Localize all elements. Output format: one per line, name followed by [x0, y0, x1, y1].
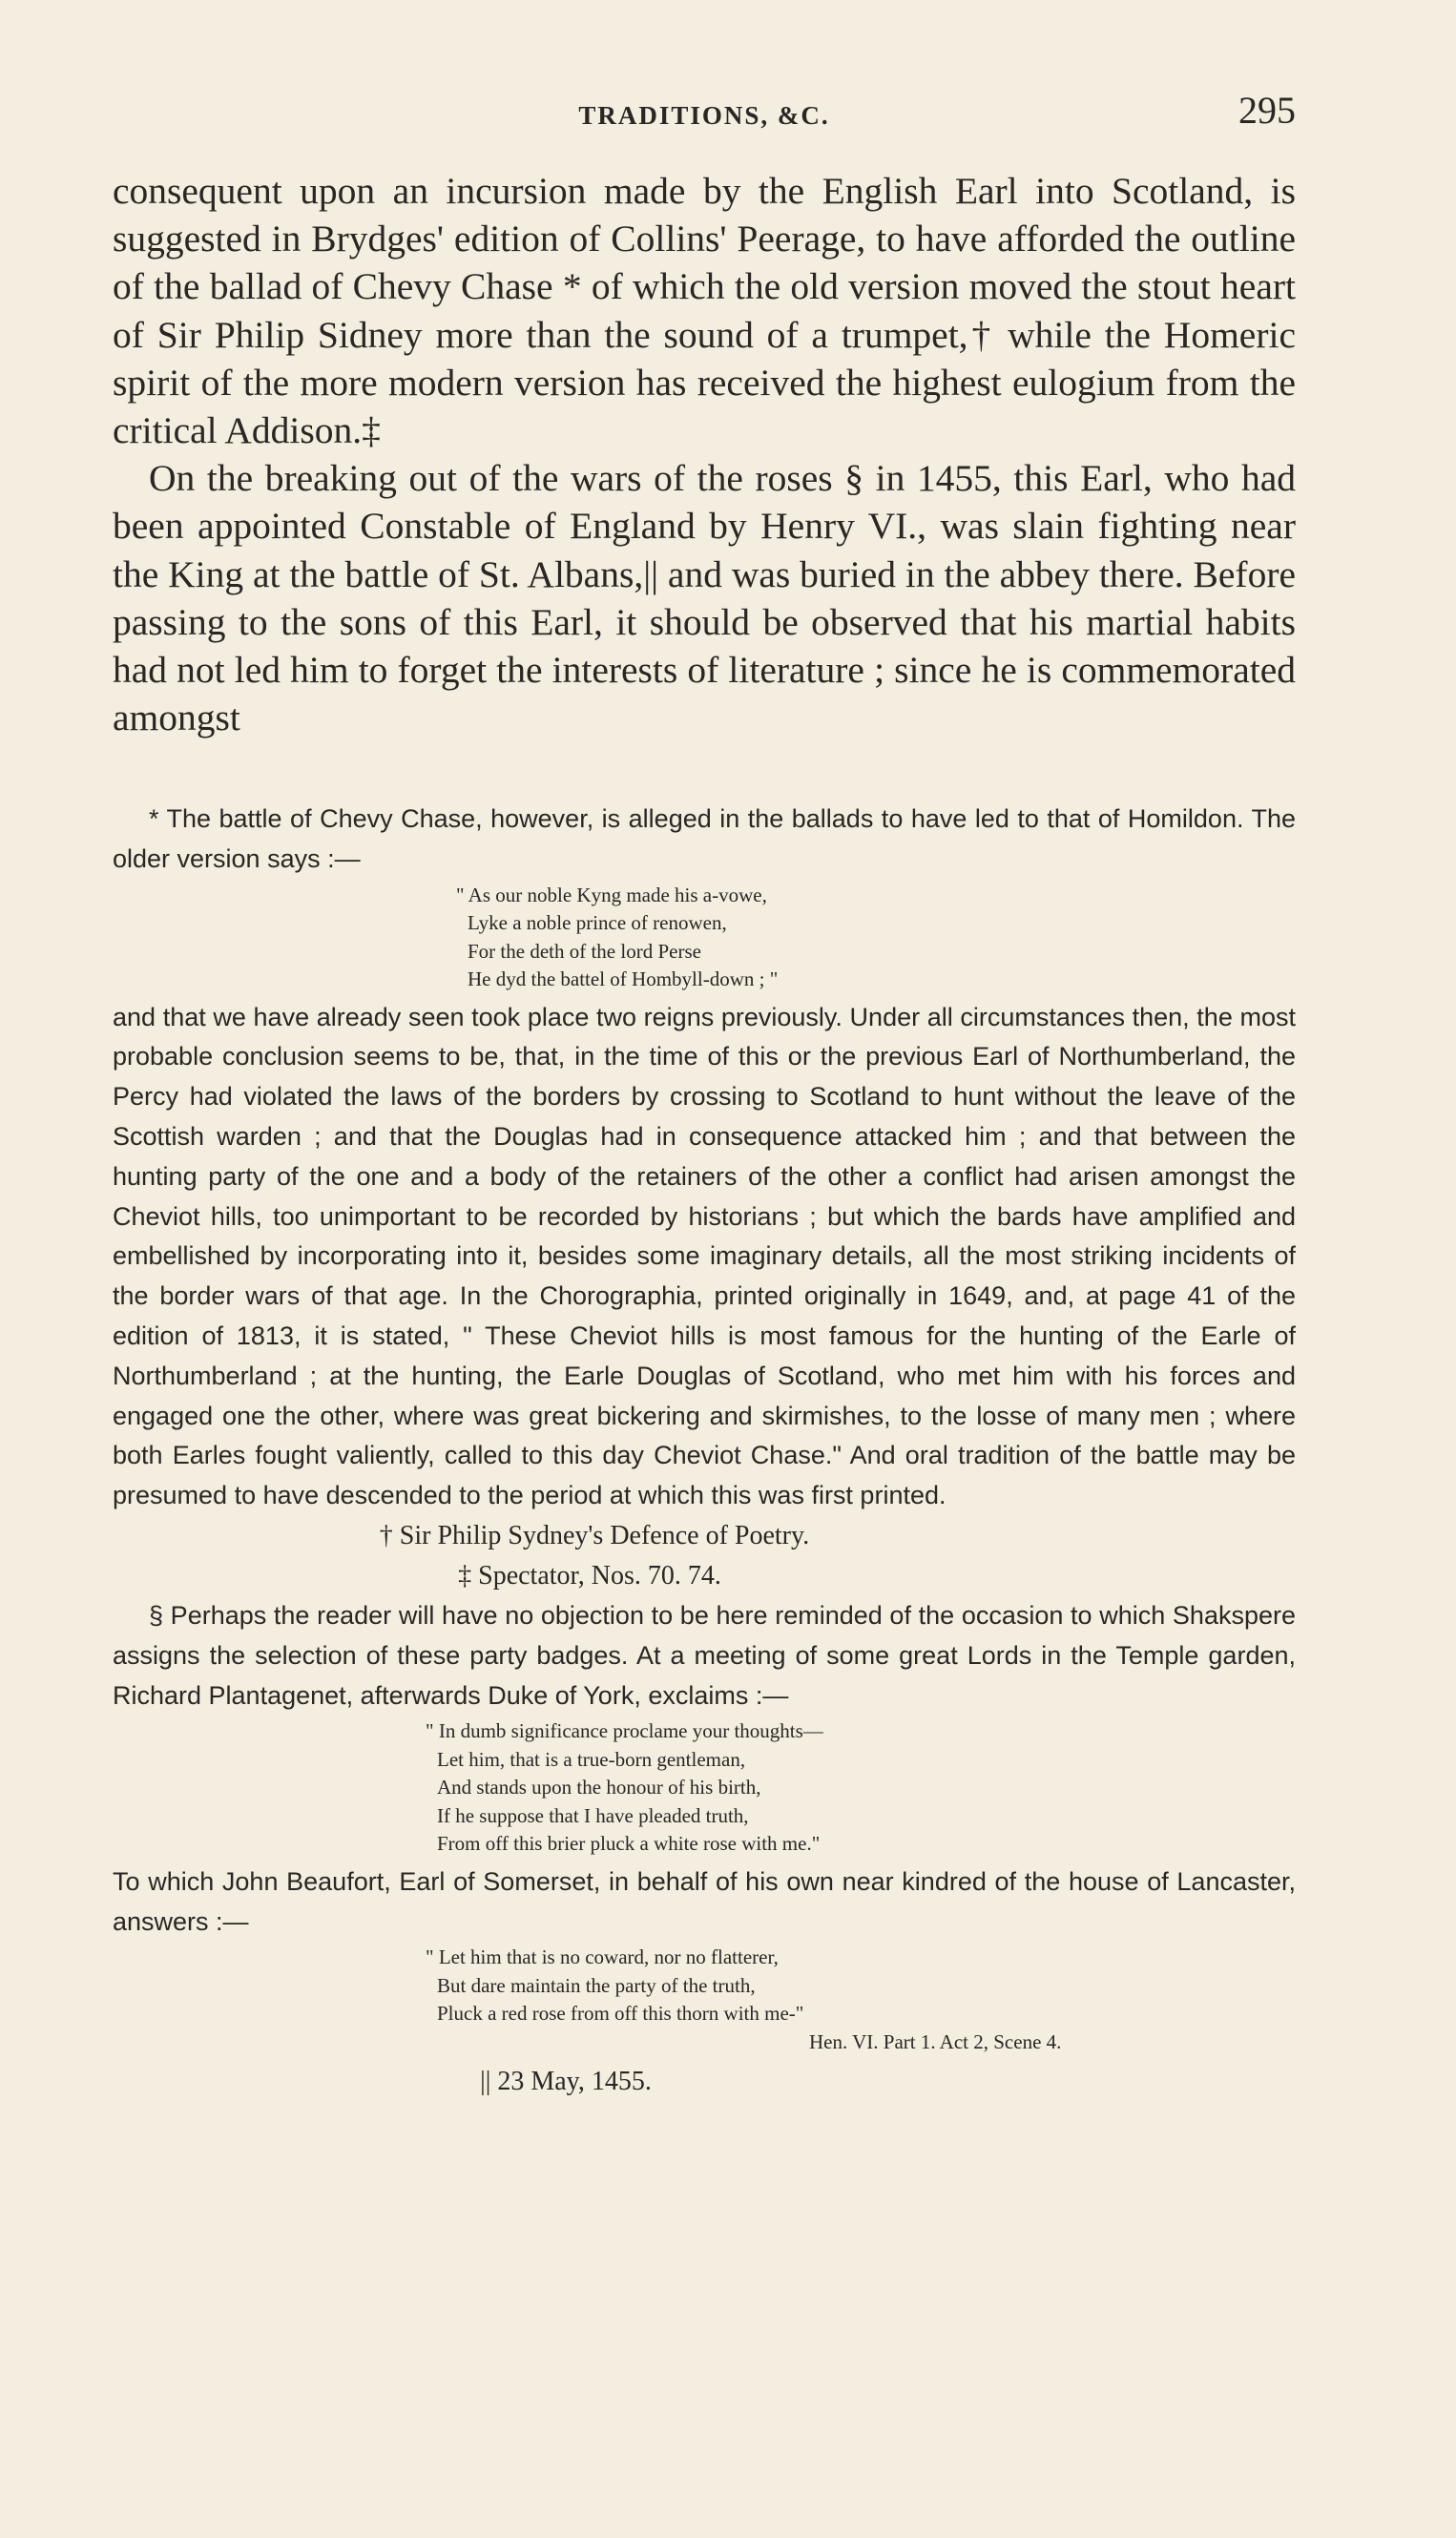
body-paragraph-1: consequent upon an incursion made by the English Earl into Scotland, is suggested in Brydges' edition of Collins' Peerage, to have afforded the outline of the ballad of Chevy Chase * of which the old version moved the stout heart of Sir Philip Sidney more than the sound of a trumpet,† while the Homeric spirit of the more modern version has received the highest eulogium from the critical Addison.‡	[113, 170, 1296, 452]
verse-line: If he suppose that I have pleaded truth,	[437, 1803, 749, 1827]
main-text	[113, 167, 1296, 741]
running-head: TRADITIONS, &C.	[578, 101, 830, 130]
verse-line: " Let him that is no coward, nor no flatterer,	[426, 1945, 779, 1969]
verse-line: From off this brier pluck a white rose with me."	[437, 1832, 821, 1856]
page-header	[113, 88, 1296, 145]
footnote-dagger: † Sir Philip Sydney's Defence of Poetry.	[379, 1520, 810, 1550]
body-paragraph-2: On the breaking out of the wars of the roses § in 1455, this Earl, who had been appointed Constable of England by Henry VI., was slain fighting near the King at the battle of St. Albans,|| and was buried in the abbey there. Before passing to the sons of this Earl, it should be observed that his martial habits had not led him to forget the interests of literature ; since he is commemorated amongst	[113, 457, 1296, 739]
verse-line: " As our noble Kyng made his a-vowe,	[456, 883, 767, 906]
verse-line: He dyd the battel of Hombyll-down ; "	[468, 967, 779, 991]
footnote-star-continued: and that we have already seen took place two reigns previously. Under all circumstances then, the most probable conclusion seems to be, that, in the time of this or the previous Earl of Northumberland, the Percy had violated the laws of the borders by crossing to Scotland to hunt without the leave of the Scottish warden ; and that the Douglas had in consequence attacked him ; and that between the hunting party of the one and a body of the retainers of the other a conflict had arisen amongst the Cheviot hills, too unimportant to be recorded by historians ; but which the bards have amplified and embellished by incorporating into it, besides some imaginary details, all the most striking incidents of the border wars of that age. In the Chorographia, printed originally in 1649, and, at page 41 of the edition of 1813, it is stated, " These Cheviot hills is most famous for the hunting of the Earle of Northumberland ; at the hunting, the Earle Douglas of Scotland, who met him with his forces and engaged one the other, where was great bickering and skirmishes, to the losse of many men ; where both Earles fought valiently, called to this day Cheviot Chase." And oral tradition of the battle may be presumed to have descended to the period at which this was first printed.	[113, 1002, 1296, 1510]
verse-line: Lyke a noble prince of renowen,	[468, 911, 727, 935]
verse-line: But dare maintain the party of the truth,	[437, 1973, 756, 1997]
verse-older-version	[113, 882, 1296, 994]
footnote-section-intro: § Perhaps the reader will have no objection to be here reminded of the occasion to which Shakspere assigns the selection of these party badges. At a meeting of some great Lords in the Temple garden, Richard Plantagenet, afterwards Duke of York, exclaims :—	[113, 1600, 1296, 1710]
verse-line: Let him, that is a true-born gentleman,	[437, 1747, 746, 1771]
verse-line: And stands upon the honour of his birth,	[437, 1776, 761, 1799]
footnote-double-dagger: ‡ Spectator, Nos. 70. 74.	[458, 1560, 721, 1591]
footnote-star-intro: * The battle of Chevy Chase, however, is alleged in the ballads to have led to that of Homildon. The older version says :—	[113, 804, 1296, 873]
page-number: 295	[1238, 89, 1296, 132]
verse-somerset	[113, 1944, 1296, 2056]
footnote-parallel: || 23 May, 1455.	[480, 2067, 652, 2097]
verse-attribution: Hen. VI. Part 1. Act 2, Scene 4.	[809, 2029, 1062, 2053]
verse-line: For the deth of the lord Perse	[468, 939, 701, 963]
verse-line: " In dumb significance proclame your thoughts—	[426, 1719, 823, 1743]
verse-line: Pluck a red rose from off this thorn with me-"	[437, 2002, 804, 2026]
footnotes	[113, 800, 1296, 2102]
footnote-section-continued: To which John Beaufort, Earl of Somerset, in behalf of his own near kindred of the house of Lancaster, answers :—	[113, 1866, 1296, 1936]
verse-temple-garden	[113, 1717, 1296, 1859]
